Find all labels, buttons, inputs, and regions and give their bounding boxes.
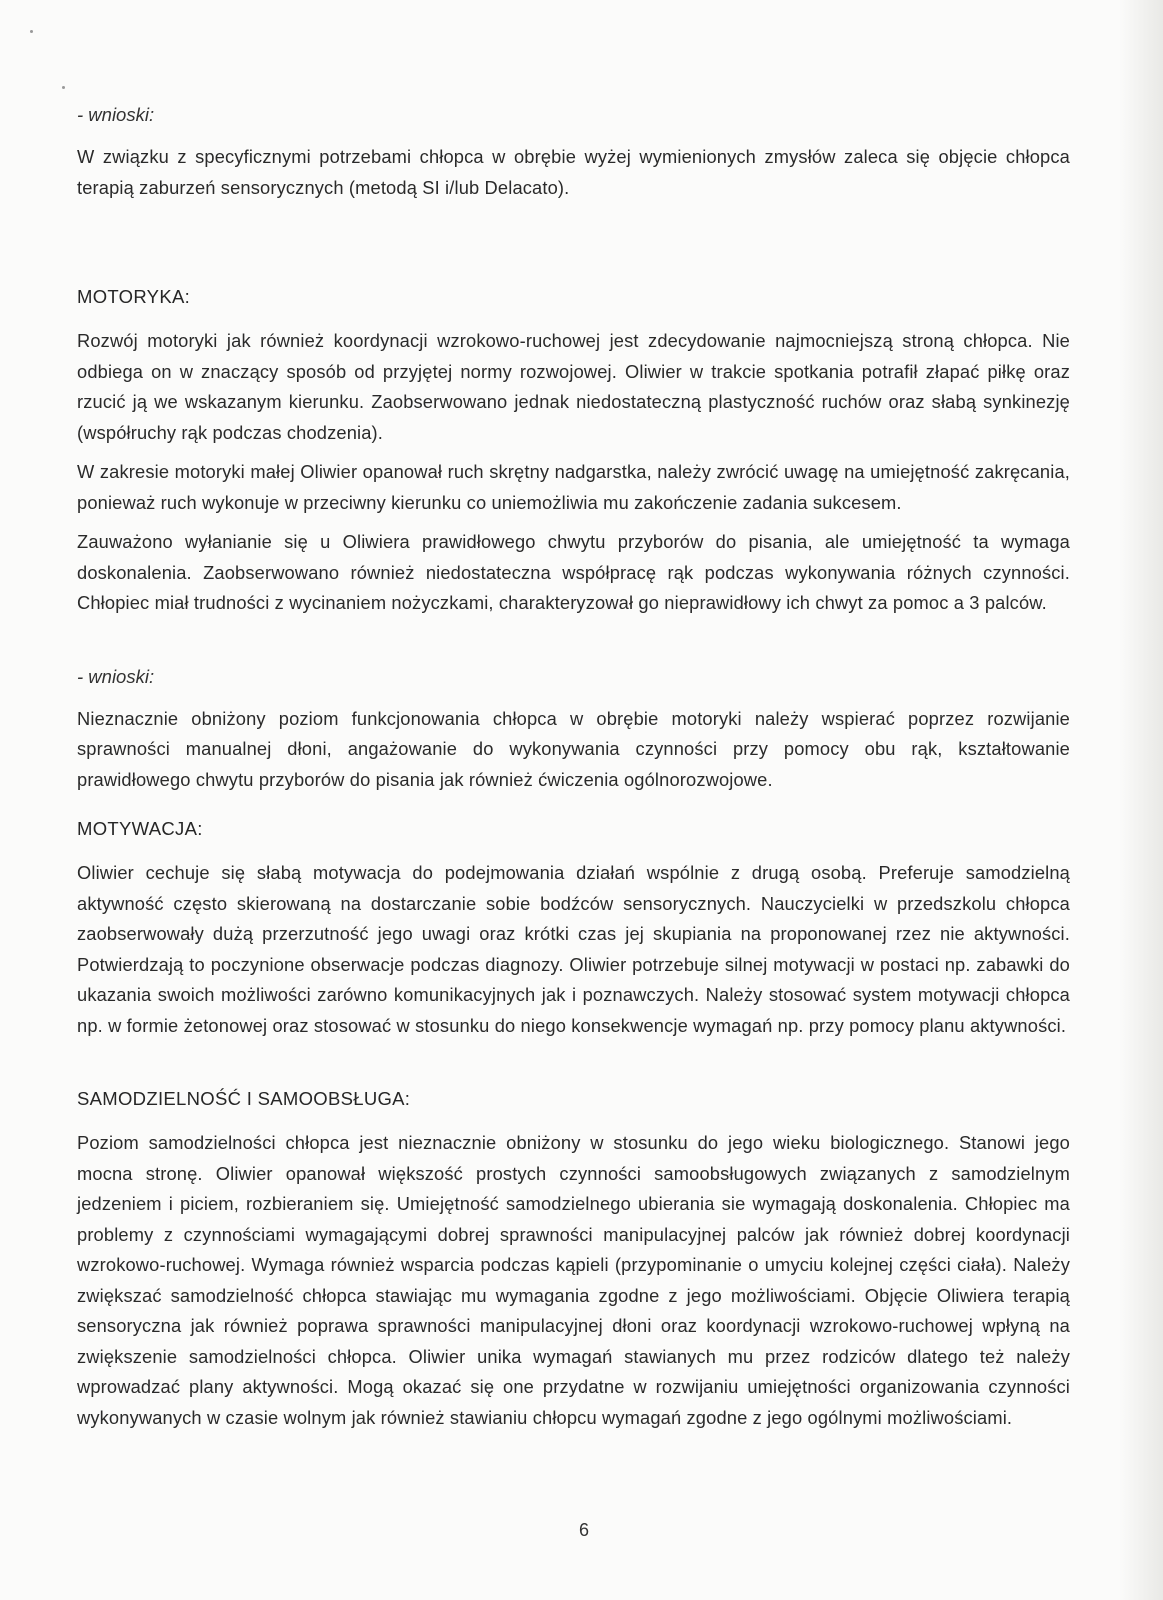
conclusion-label: - wnioski: <box>77 104 155 125</box>
section-heading: MOTYWACJA: <box>77 818 203 839</box>
scan-speck <box>30 30 33 33</box>
paragraph: Zauważono wyłanianie się u Oliwiera prawidłowego chwytu przyborów do pisania, ale umiejętność ta wymaga doskonalenia. Zaobserwowano również niedostateczna współpracę rąk podczas wykonywania różnych czynności. Chłopiec miał trudności z wycinaniem nożyczkami, charakteryzował go nieprawidłowy ich chwyt za pomoc a 3 palców. <box>77 531 1070 613</box>
paragraph: Oliwier cechuje się słabą motywacja do podejmowania działań wspólnie z drugą osobą. Preferuje samodzielną aktywność często skierowaną na dostarczanie sobie bodźców sensorycznych. Nauczycielki w przedszkolu chłopca zaobserwowały dużą przerzutność jego uwagi oraz krótki czas jej skupiania na proponowanej rzez nie aktywności. Potwierdzają to poczynione obserwacje podczas diagnozy. Oliwier potrzebuje silnej motywacji w postaci np. zabawki do ukazania swoich możliwości zarówno komunikacyjnych jak i poznawczych. Należy stosować system motywacji chłopca np. w formie żetonowej oraz stosować w stosunku do niego konsekwencje wymagań np. przy pomocy planu aktywności. <box>77 862 1070 1036</box>
conclusion-label: - wnioski: <box>77 665 155 687</box>
section-motoryka <box>77 286 1070 795</box>
conclusion-paragraph: Nieznacznie obniżony poziom funkcjonowania chłopca w obrębie motoryki należy wspierać poprzez rozwijanie sprawności manualnej dłoni, angażowanie do wykonywania czynności przy pomocy obu rąk, kształtowanie prawidłowego chwytu przyborów do pisania jak również ćwiczenia ogólnorozwojowe. <box>77 707 1070 790</box>
scan-speck <box>62 86 65 89</box>
conclusion-paragraph: W związku z specyficznymi potrzebami chłopca w obrębie wyżej wymienionych zmysłów zaleca się objęcie chłopca terapią zaburzeń sensorycznych (metodą SI i/lub Delacato). <box>77 146 1070 198</box>
section-motywacja <box>77 818 1070 1041</box>
paragraph: W zakresie motoryki małej Oliwier opanował ruch skrętny nadgarstka, należy zwrócić uwagę na umiejętność zakręcania, ponieważ ruch wykonuje w przeciwny kierunku co uniemożliwia mu zakończenie zadania sukcesem. <box>77 461 1070 513</box>
section-samodzielnosc <box>77 1088 1070 1433</box>
document-body <box>77 104 1070 1442</box>
paragraph: Poziom samodzielności chłopca jest nieznacznie obniżony w stosunku do jego wieku biologicznego. Stanowi jego mocna stronę. Oliwier opanował większość prostych czynności samoobsługowych związanych z samodzielnym jedzeniem i piciem, rozbieraniem się. Umiejętność samodzielnego ubierania sie wymagają doskonalenia. Chłopiec ma problemy z czynnościami wymagającymi dobrej sprawności manipulacyjnej palców jak również dobrej koordynacji wzrokowo-ruchowej. Wymaga również wsparcia podczas kąpieli (przypominanie o umyciu kolejnej części ciała). Należy zwiększać samodzielność chłopca stawiając mu wymagania zgodne z jego możliwościami. Objęcie Oliwiera terapią sensoryczna jak również poprawa sprawności manipulacyjnej dłoni oraz koordynacji wzrokowo-ruchowej wpłyną na zwiększenie samodzielności chłopca. Oliwier unika wymagań stawianych mu przez rodziców dlatego też należy wprowadzać plany aktywności. Mogą okazać się one przydatne w rozwijaniu umiejętności organizowania czynności wykonywanych w czasie wolnym jak również stawianiu chłopcu wymagań zgodne z jego ogólnymi możliwościami. <box>77 1132 1070 1428</box>
page-number: 6 <box>578 1520 589 1540</box>
paragraph: Rozwój motoryki jak również koordynacji wzrokowo-ruchowej jest zdecydowanie najmocniejszą stroną chłopca. Nie odbiega on w znaczący sposób od przyjętej normy rozwojowej. Oliwier w trakcie spotkania potrafił złapać piłkę oraz rzucić ją we wskazanym kierunku. Zaobserwowano jednak niedostateczną plastyczność ruchów oraz słabą synkinezję (współruchy rąk podczas chodzenia). <box>77 330 1070 443</box>
section-heading: MOTORYKA: <box>77 286 191 307</box>
section-heading: SAMODZIELNOŚĆ I SAMOOBSŁUGA: <box>77 1088 411 1109</box>
section-senses-conclusion <box>77 104 1070 203</box>
scan-shadow-edge <box>1119 0 1163 1600</box>
